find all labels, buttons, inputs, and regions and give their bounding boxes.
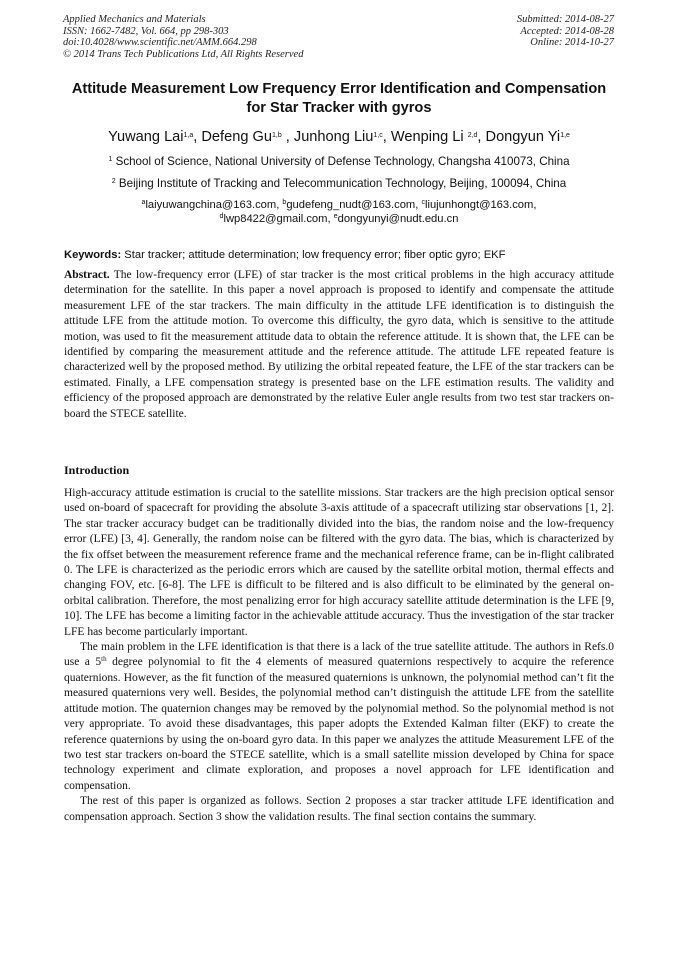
paragraph: High-accuracy attitude estimation is crucial to the satellite missions. Star trackers are the high precision optical sensor used on-board of spacecraft for providing the absolute 3-axis attitude of a spacecraft utilizing star observations [1, 2]. The star tracker accuracy budget can be traditionally divided into the bias, the random noise and the low-frequency error (LFE) [3, 4]. Generally, the random noise can be filtered with the gyro data. The bias, which is characterized by the fix offset between the measurement reference frame and the mechanical reference frame, can be in-flight calibrated 0. The LFE is characterized as the periodic errors which are caused by the satellite orbital motion, thermal effects and changing FOV, etc. [6-8]. The LFE is difficult to be filtered and is also difficult to be eliminated by the general on-orbital calibration. Therefore, the most penalizing error for high accuracy satellite attitude determination is the LFE [9, 10]. The LFE has become a limiting factor in the achievable attitude accuracy. Thus the investigation of the star tracker LFE has become particularly important.	[64, 487, 614, 638]
author: Wenping Li $^{2,d}$,	[390, 129, 486, 145]
introduction-body	[64, 486, 614, 825]
email-line-1	[60, 198, 618, 212]
paragraph: The rest of this paper is organized as follows. Section 2 proposes a star tracker attitude LFE identification and compensation approach. Section 3 show the validation results. The final section contains the summary.	[64, 795, 614, 823]
journal-name: Applied Mechanics and Materials	[63, 14, 206, 25]
journal-header-right	[517, 14, 614, 49]
email-link[interactable]: $^b$gudefeng_nudt@163.com,	[282, 199, 422, 211]
email-link[interactable]: $^a$laiyuwangchina@163.com,	[141, 199, 283, 211]
author: Dongyun Yi$^{1,e}$	[485, 129, 570, 145]
author: Defeng Gu$^{1,b}$ ,	[201, 129, 294, 145]
abstract	[64, 268, 614, 422]
affiliation-2: $^2$ Beijing Institute of Tracking and Telecommunication Technology, Beijing, 100094, China	[111, 177, 567, 190]
abstract-text: The low-frequency error (LFE) of star tracker is the most critical problems in the high accuracy attitude determination for the satellite. In this paper a novel approach is proposed to identify and compensate the attitude measurement LFE of the star trackers. The main difficulty in the attitude LFE identification is to distinguish the attitude LFE from the attitude motion. To overcome this difficulty, the gyro data, which is sensitive to the attitude motion, was used to fit the measurement attitude data to obtain the reference attitude. It is shown that, the LFE can be identified by comparing the measurement attitude and the reference attitude. The attitude LFE repeated feature is characterized well by the proposed method. By utilizing the orbital repeated feature, the LFE of the star trackers can be estimated. Finally, a LFE compensation strategy is presented base on the LFE estimation results. The validity and efficiency of the proposed approach are demonstrated by the relative Euler angle results from two test star trackers on-board the STECE satellite.	[64, 269, 614, 420]
author-emails	[60, 198, 618, 226]
keywords-label: Keywords:	[64, 249, 122, 261]
copyright-line: © 2014 Trans Tech Publications Ltd, All Rights Reserved	[63, 48, 304, 60]
abstract-label: Abstract.	[64, 269, 110, 281]
accepted-date: Accepted: 2014-08-28	[520, 25, 614, 37]
section-heading-introduction: Introduction	[64, 463, 130, 477]
email-link[interactable]: $^c$liujunhongt@163.com,	[421, 199, 537, 211]
email-link[interactable]: $^e$dongyunyi@nudt.edu.cn	[333, 213, 459, 225]
online-date: Online: 2014-10-27	[530, 37, 614, 48]
journal-header-left	[63, 14, 303, 60]
email-line-2	[60, 212, 618, 226]
author: Yuwang Lai$^{1,a}$,	[108, 129, 202, 145]
paragraph: The main problem in the LFE identification is that there is a lack of the true satellite attitude. The authors in Refs.0 use a 5th degree polynomial to fit the 4 elements of measured quaternions respectively to acquire the reference quaternions. However, as the fit function of the measured quaternions is unknown, the polynomial method can’t fit the measured quaternions very well. Besides, the polynomial method can’t distinguish the attitude LFE from the satellite attitude motion. The quaternion changes may be removed by the polynomial method. So the polynomial method is not very appropriate. To avoid these disadvantages, this paper adopts the Extended Kalman filter (EKF) to create the reference quaternions by using the on-board gyro data. In this paper we analyzes the attitude Measurement LFE of the two test star trackers on-board the STECE satellite, which is a small satellite mission developed by China for space technology experiment and climate exploration, and proposes a novel approach for LFE identification and compensation.	[64, 641, 615, 792]
author-list	[40, 128, 638, 146]
email-link[interactable]: $^d$lwp8422@gmail.com,	[219, 213, 334, 225]
submitted-date: Submitted: 2014-08-27	[516, 14, 614, 25]
paper-title: Attitude Measurement Low Frequency Error Identification and Compensation for Star Tracker with gyros	[71, 81, 607, 116]
author: Junhong Liu$^{1,c}$,	[293, 129, 391, 145]
keywords-text: Star tracker; attitude determination; low frequency error; fiber optic gyro; EKF	[121, 249, 506, 261]
doi-line: doi:10.4028/www.scientific.net/AMM.664.298	[63, 37, 257, 48]
affiliation-1: $^1$ School of Science, National University of Defense Technology, Changsha 410073, China	[108, 155, 570, 168]
keywords	[64, 248, 616, 262]
issn-line: ISSN: 1662-7482, Vol. 664, pp 298-303	[63, 25, 229, 37]
